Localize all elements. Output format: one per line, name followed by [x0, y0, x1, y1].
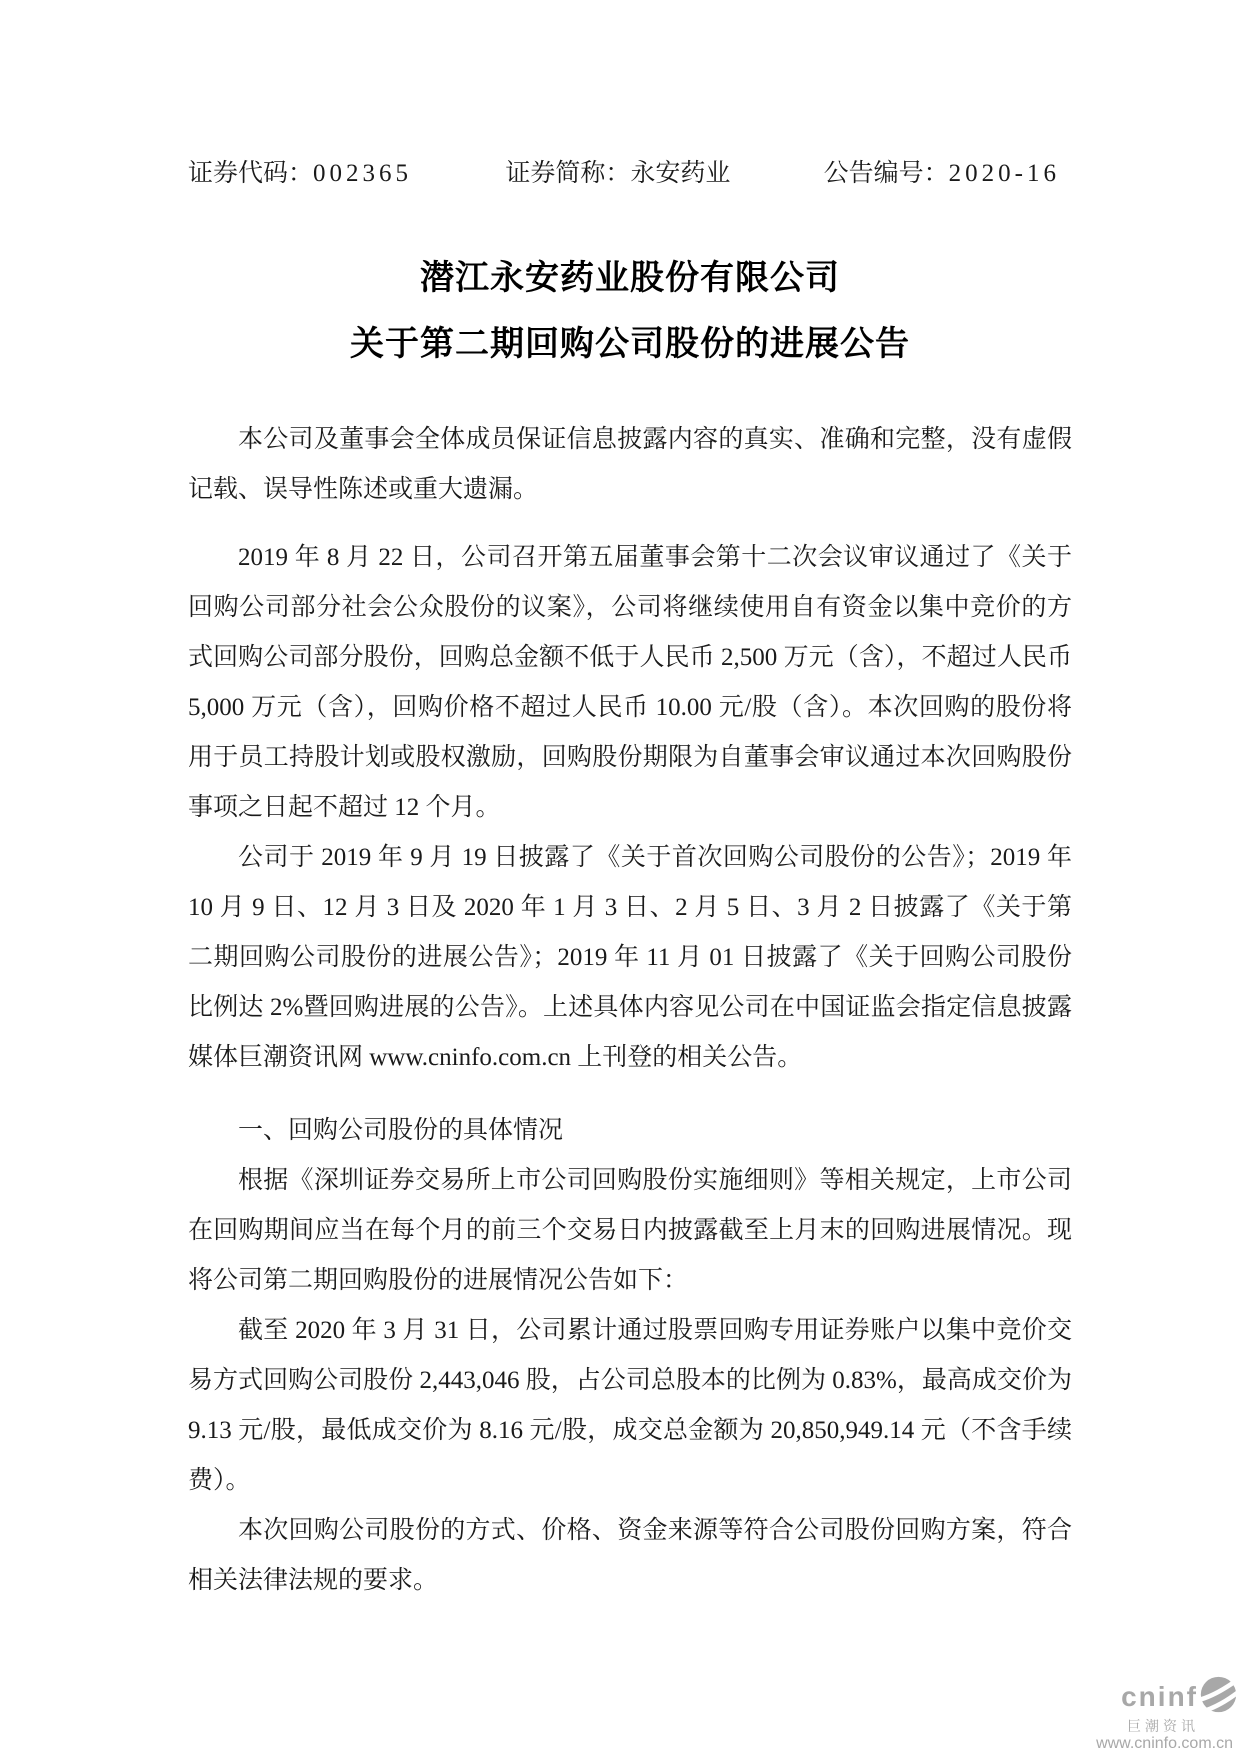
section-1-paragraph-progress: 截至 2020 年 3 月 31 日，公司累计通过股票回购专用证券账户以集中竞价交易方式回购公司股份 2,443,046 股，占公司总股本的比例为 0.83%，最高成交价为 9.13 元/股，最低成交价为 8.16 元/股，成交总金额为 20,850,949.14 元（不含手续费）。 [188, 1317, 1072, 1494]
announcement-number-value: 2020-16 [948, 160, 1060, 187]
cninfo-globe-icon [1200, 1676, 1237, 1718]
stock-code [188, 158, 412, 190]
announcement-number [824, 158, 1060, 190]
stock-name [505, 158, 730, 190]
document-meta-line [188, 158, 1060, 190]
company-title: 潜江永安药业股份有限公司 [420, 259, 840, 297]
stock-code-value: 002365 [313, 160, 413, 187]
cninfo-website-url: www.cninfo.com.cn [1096, 1735, 1233, 1752]
stock-name-value: 永安药业 [630, 160, 731, 187]
cninfo-logo-row [1121, 1676, 1237, 1718]
stock-code-label: 证券代码： [188, 160, 314, 187]
stock-name-label: 证券简称： [505, 160, 631, 187]
declaration-paragraph: 本公司及董事会全体成员保证信息披露内容的真实、准确和完整，没有虚假记载、误导性陈述或重大遗漏。 [188, 426, 1072, 503]
cninfo-chinese-name: 巨潮资讯 [1127, 1718, 1199, 1734]
section-1-paragraph-compliance: 本次回购公司股份的方式、价格、资金来源等符合公司股份回购方案，符合相关法律法规的要求。 [188, 1517, 1072, 1594]
section-1-paragraph-rules: 根据《深圳证券交易所上市公司回购股份实施细则》等相关规定，上市公司在回购期间应当在每个月的前三个交易日内披露截至上月末的回购进展情况。现将公司第二期回购股份的进展情况公告如下： [188, 1167, 1072, 1294]
section-1-heading: 一、回购公司股份的具体情况 [238, 1117, 564, 1144]
announcement-title: 关于第二期回购公司股份的进展公告 [350, 325, 910, 363]
cninfo-watermark [1096, 1676, 1237, 1753]
document-body [188, 415, 1072, 1606]
background-paragraph: 2019 年 8 月 22 日，公司召开第五届董事会第十二次会议审议通过了《关于回购公司部分社会公众股份的议案》，公司将继续使用自有资金以集中竞价的方式回购公司部分股份，回购总金额不低于人民币 2,500 万元（含），不超过人民币 5,000 万元（含），回购价格不超过人民币 10.00 元/股（含）。本次回购的股份将用于员工持股计划或股权激励，回购股份期限为自董事会审议通过本次回购股份事项之日起不超过 12 个月。 [188, 544, 1072, 821]
announcement-number-label: 公告编号： [823, 160, 949, 187]
cninfo-logo-text: cninf [1121, 1681, 1198, 1712]
disclosure-history-paragraph: 公司于 2019 年 9 月 19 日披露了《关于首次回购公司股份的公告》；2019 年 10 月 9 日、12 月 3 日及 2020 年 1 月 3 日、2 月 5 日、3 月 2 日披露了《关于第二期回购公司股份的进展公告》；2019 年 11 月 01 日披露了《关于回购公司股份比例达 2%暨回购进展的公告》。上述具体内容见公司在中国证监会指定信息披露媒体巨潮资讯网 www.cninfo.com.cn 上刊登的相关公告。 [188, 844, 1072, 1071]
